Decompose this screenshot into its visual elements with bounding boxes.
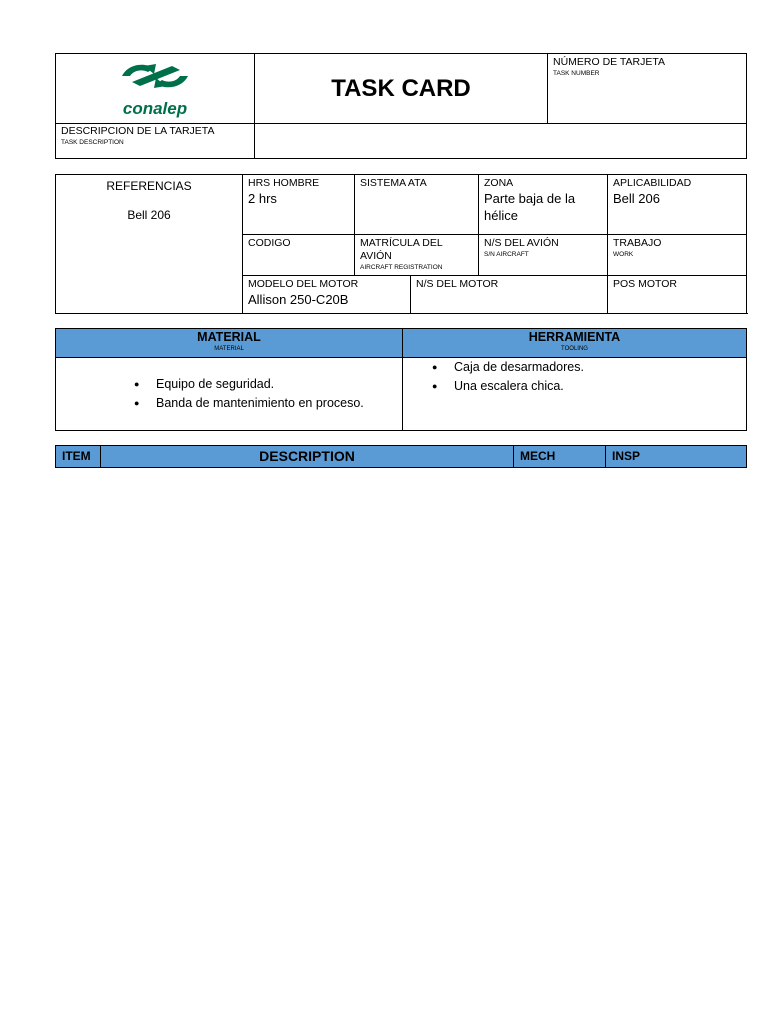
info-table — [55, 174, 747, 314]
hrs-label: HRS HOMBRE — [248, 177, 320, 189]
tooling-list — [408, 358, 741, 396]
description-label: DESCRIPCION DE LA TARJETA — [61, 125, 215, 137]
pos-motor-label: POS MOTOR — [613, 278, 677, 290]
matricula-label: MATRÍCULA DEL AVIÓN — [360, 237, 443, 262]
items-table — [55, 445, 747, 468]
ns-avion-label: N/S DEL AVIÓN — [484, 237, 559, 249]
material-header-sub: MATERIAL — [214, 346, 244, 352]
task-number-sub: TASK NUMBER — [553, 70, 600, 77]
matricula-sub: AIRCRAFT REGISTRATION — [360, 264, 443, 271]
codigo-label: CODIGO — [248, 237, 291, 249]
trabajo-label: TRABAJO — [613, 237, 662, 249]
description-sub: TASK DESCRIPTION — [61, 139, 124, 146]
material-list — [61, 375, 397, 413]
referencias-cell — [56, 175, 243, 314]
zona-label: ZONA — [484, 177, 514, 189]
ns-motor-cell[interactable] — [411, 276, 608, 314]
pos-motor-cell[interactable] — [608, 276, 747, 314]
aplicabilidad-cell[interactable] — [608, 175, 747, 235]
task-number-cell[interactable] — [548, 54, 747, 124]
description-value[interactable] — [255, 124, 747, 159]
ns-avion-cell[interactable] — [479, 235, 608, 276]
codigo-cell[interactable] — [243, 235, 355, 276]
insp-column-header: INSP — [606, 446, 747, 468]
hrs-value[interactable]: 2 hrs — [248, 191, 277, 206]
materials-table — [55, 328, 747, 431]
tooling-header-sub: TOOLING — [561, 346, 588, 352]
trabajo-sub: WORK — [613, 251, 634, 258]
zona-cell[interactable] — [479, 175, 608, 235]
item-column-header: ITEM — [56, 446, 101, 468]
description-label-cell — [56, 124, 255, 159]
sistema-label: SISTEMA ATA — [360, 177, 427, 189]
list-item: ● Una escalera chica. — [454, 377, 741, 396]
material-header-label: MATERIAL — [197, 330, 261, 344]
logo — [56, 54, 255, 124]
list-item: ● Banda de mantenimiento en proceso. — [156, 394, 397, 413]
modelo-motor-value[interactable]: Allison 250-C20B — [248, 292, 349, 307]
material-list-cell — [56, 358, 403, 431]
tooling-list-cell — [403, 358, 747, 431]
aplicabilidad-label: APLICABILIDAD — [613, 177, 692, 189]
material-header — [56, 329, 403, 358]
mech-column-header: MECH — [514, 446, 606, 468]
logo-text: conalep — [122, 99, 188, 118]
list-item: ● Caja de desarmadores. — [454, 358, 741, 377]
task-number-label: NÚMERO DE TARJETA — [553, 56, 666, 68]
header-table — [55, 53, 747, 159]
tooling-header-label: HERRAMIENTA — [528, 330, 621, 344]
list-item: ● Equipo de seguridad. — [156, 375, 397, 394]
tooling-header — [403, 329, 747, 358]
modelo-motor-cell[interactable] — [243, 276, 411, 314]
ns-avion-sub: S/N AIRCRAFT — [484, 251, 529, 258]
page-title: TASK CARD — [255, 54, 548, 124]
matricula-cell[interactable] — [355, 235, 479, 276]
aplicabilidad-value[interactable]: Bell 206 — [613, 191, 660, 206]
sistema-cell[interactable] — [355, 175, 479, 235]
modelo-motor-label: MODELO DEL MOTOR — [248, 278, 359, 290]
description-column-header: DESCRIPTION — [101, 446, 514, 468]
trabajo-cell[interactable] — [608, 235, 747, 276]
ns-motor-label: N/S DEL MOTOR — [416, 278, 499, 290]
referencias-label: REFERENCIAS — [106, 179, 192, 193]
zona-value[interactable]: Parte baja de la hélice — [484, 191, 576, 223]
conalep-logo-icon — [110, 60, 200, 100]
hrs-cell[interactable] — [243, 175, 355, 235]
referencias-value[interactable]: Bell 206 — [127, 208, 171, 222]
